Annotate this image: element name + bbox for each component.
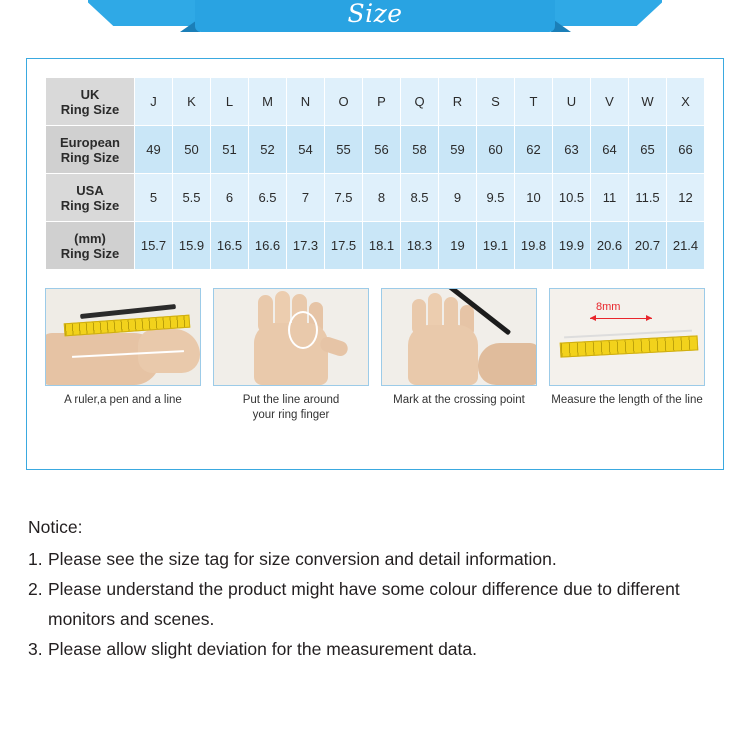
notice-item-3-text: Please allow slight deviation for the measurement data. [48, 639, 477, 659]
notice-title: Notice: [28, 517, 83, 537]
row-header-usa-line2: Ring Size [60, 197, 120, 213]
cell-mm-12: 20.6 [591, 222, 629, 270]
step-2-caption-line1: Put the line around [242, 394, 340, 406]
row-header-mm-line1: (mm) [74, 230, 106, 246]
cell-eu-8: 59 [439, 126, 477, 174]
cell-uk-7: Q [401, 78, 439, 126]
notice-item-2 [28, 574, 728, 634]
row-header-european [46, 126, 135, 174]
row-header-usa [46, 174, 135, 222]
cell-eu-0: 49 [135, 126, 173, 174]
cell-eu-11: 63 [553, 126, 591, 174]
cell-usa-1: 5.5 [173, 174, 211, 222]
cell-uk-9: S [477, 78, 515, 126]
cell-uk-2: L [211, 78, 249, 126]
mark-crossing-point-photo [381, 288, 537, 386]
cell-mm-7: 18.3 [401, 222, 439, 270]
cell-usa-9: 9.5 [477, 174, 515, 222]
cell-usa-14: 12 [667, 174, 705, 222]
cell-uk-10: T [515, 78, 553, 126]
cell-eu-1: 50 [173, 126, 211, 174]
row-header-european-line1: European [60, 134, 120, 150]
cell-eu-4: 54 [287, 126, 325, 174]
cell-eu-2: 51 [211, 126, 249, 174]
notice-item-1 [28, 544, 728, 574]
measure-steps [45, 288, 705, 423]
cell-usa-6: 8 [363, 174, 401, 222]
notice-item-2-number: 2. [28, 579, 43, 599]
cell-mm-2: 16.5 [211, 222, 249, 270]
cell-uk-0: J [135, 78, 173, 126]
cell-usa-2: 6 [211, 174, 249, 222]
table-row [46, 78, 705, 126]
step-1 [45, 288, 201, 423]
cell-mm-10: 19.8 [515, 222, 553, 270]
cell-usa-12: 11 [591, 174, 629, 222]
header-banner [0, 0, 750, 34]
cell-uk-12: V [591, 78, 629, 126]
step-1-caption: A ruler,a pen and a line [64, 394, 182, 406]
table-row [46, 174, 705, 222]
row-header-uk-line2: Ring Size [60, 101, 120, 117]
cell-usa-0: 5 [135, 174, 173, 222]
cell-usa-7: 8.5 [401, 174, 439, 222]
cell-eu-7: 58 [401, 126, 439, 174]
row-header-european-line2: Ring Size [60, 149, 120, 165]
cell-eu-13: 65 [629, 126, 667, 174]
step-2 [213, 288, 369, 423]
table-row [46, 126, 705, 174]
cell-usa-10: 10 [515, 174, 553, 222]
step-3 [381, 288, 537, 423]
row-header-uk [46, 78, 135, 126]
table-row [46, 222, 705, 270]
cell-uk-14: X [667, 78, 705, 126]
row-header-uk-line1: UK [80, 86, 100, 102]
row-header-usa-line1: USA [76, 182, 104, 198]
size-guide-panel [26, 58, 724, 470]
cell-usa-3: 6.5 [249, 174, 287, 222]
cell-mm-13: 20.7 [629, 222, 667, 270]
notice-item-3-number: 3. [28, 639, 43, 659]
notice-item-1-text: Please see the size tag for size conversion and detail information. [48, 549, 557, 569]
cell-eu-5: 55 [325, 126, 363, 174]
ruler-pen-line-photo [45, 288, 201, 386]
step-4 [549, 288, 705, 423]
ring-size-table [45, 77, 705, 270]
cell-eu-6: 56 [363, 126, 401, 174]
page-title: Size [347, 0, 403, 28]
cell-uk-5: O [325, 78, 363, 126]
cell-mm-8: 19 [439, 222, 477, 270]
measurement-label: 8mm [596, 301, 621, 313]
step-3-caption: Mark at the crossing point [393, 394, 525, 406]
cell-eu-9: 60 [477, 126, 515, 174]
cell-uk-6: P [363, 78, 401, 126]
cell-mm-9: 19.1 [477, 222, 515, 270]
cell-mm-3: 16.6 [249, 222, 287, 270]
cell-uk-13: W [629, 78, 667, 126]
cell-eu-14: 66 [667, 126, 705, 174]
cell-uk-1: K [173, 78, 211, 126]
cell-eu-12: 64 [591, 126, 629, 174]
step-4-caption: Measure the length of the line [551, 394, 703, 406]
step-2-caption-line2: your ring finger [252, 409, 330, 421]
cell-usa-5: 7.5 [325, 174, 363, 222]
measure-arrow-icon [590, 318, 652, 319]
line-around-finger-photo [213, 288, 369, 386]
row-header-mm [46, 222, 135, 270]
cell-eu-3: 52 [249, 126, 287, 174]
notice-item-2-text: Please understand the product might have some colour difference due to different monitors and scenes. [48, 579, 680, 629]
cell-uk-8: R [439, 78, 477, 126]
cell-mm-6: 18.1 [363, 222, 401, 270]
row-header-mm-line2: Ring Size [60, 245, 120, 261]
notice-item-3 [28, 634, 728, 664]
notice-section [28, 512, 728, 664]
cell-mm-14: 21.4 [667, 222, 705, 270]
cell-uk-4: N [287, 78, 325, 126]
cell-mm-1: 15.9 [173, 222, 211, 270]
thread-loop-icon [288, 311, 318, 349]
cell-mm-5: 17.5 [325, 222, 363, 270]
cell-eu-10: 62 [515, 126, 553, 174]
notice-item-1-number: 1. [28, 549, 43, 569]
cell-usa-4: 7 [287, 174, 325, 222]
cell-mm-4: 17.3 [287, 222, 325, 270]
step-2-caption [213, 393, 369, 423]
cell-uk-11: U [553, 78, 591, 126]
cell-usa-11: 10.5 [553, 174, 591, 222]
cell-uk-3: M [249, 78, 287, 126]
cell-mm-11: 19.9 [553, 222, 591, 270]
measure-line-photo [549, 288, 705, 386]
cell-usa-13: 11.5 [629, 174, 667, 222]
cell-mm-0: 15.7 [135, 222, 173, 270]
cell-usa-8: 9 [439, 174, 477, 222]
